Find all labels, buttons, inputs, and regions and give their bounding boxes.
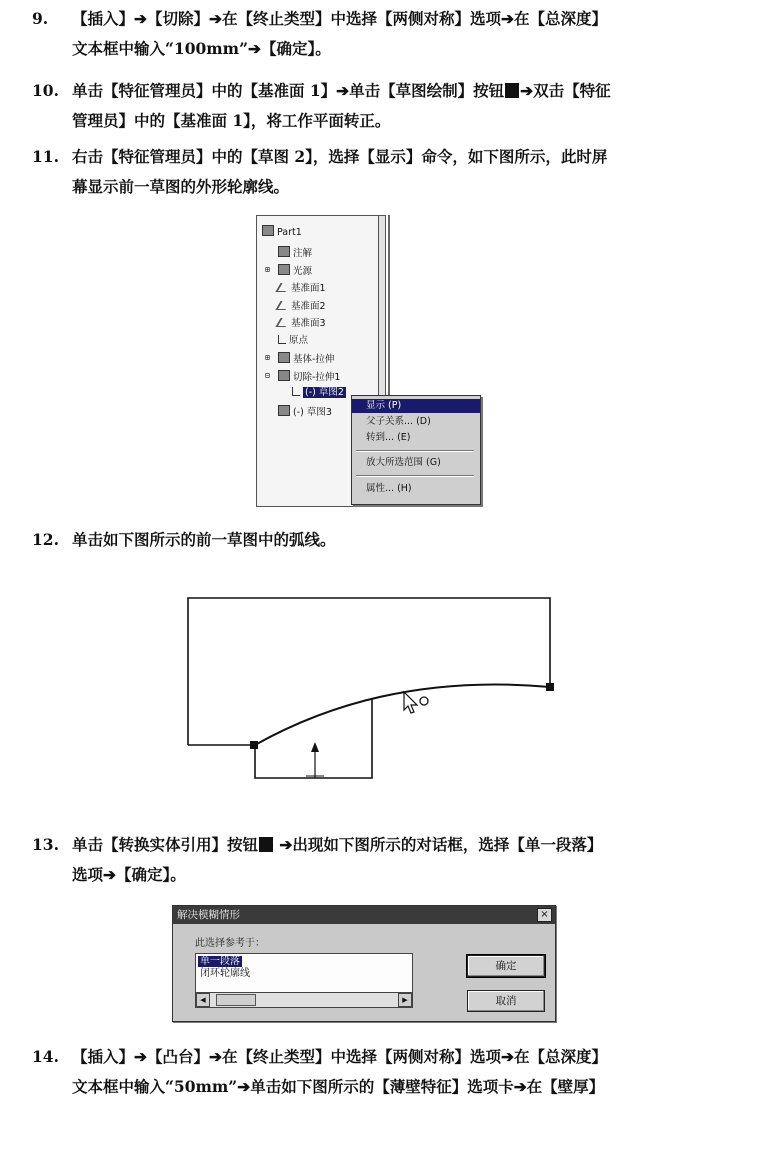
arc-curve <box>255 684 550 745</box>
collapse-icon[interactable]: ⊟ <box>265 371 270 380</box>
cut-extrude-icon <box>278 370 290 381</box>
step-number: 14. <box>32 1047 59 1066</box>
menu-item-show[interactable]: 显示 (P) <box>352 399 480 413</box>
step-text-line: 【插入】➔【凸台】➔在【终止类型】中选择【两侧对称】选项➔在【总深度】 <box>72 1047 607 1066</box>
step-text-line: 文本框中输入“100mm”➔【确定】。 <box>72 39 331 58</box>
outer-profile-line <box>188 598 550 745</box>
tree-item-annotations[interactable]: 注解 <box>278 246 312 260</box>
tree-item-part1[interactable]: Part1 <box>262 225 302 239</box>
tree-item-base-extrude[interactable]: 基体-拉伸 <box>278 352 334 366</box>
plane-icon <box>275 318 290 327</box>
menu-item-goto[interactable]: 转到... (E) <box>366 432 411 443</box>
step-number: 12. <box>32 530 59 549</box>
menu-separator <box>356 475 474 477</box>
convert-entities-button-icon <box>259 837 273 852</box>
sketch-profile-figure <box>0 580 780 820</box>
step-text-line: ➔双击【特征 <box>520 81 611 100</box>
step-14 <box>32 1042 752 1102</box>
step-number: 10. <box>32 81 59 100</box>
annotation-icon <box>278 246 290 257</box>
step-text-line: 【插入】➔【切除】➔在【终止类型】中选择【两侧对称】选项➔在【总深度】 <box>72 9 607 28</box>
option-listbox[interactable] <box>195 953 413 993</box>
origin-icon <box>278 335 286 344</box>
option-single-segment[interactable]: 单一段落 <box>200 956 240 967</box>
step-text-line: 选项➔【确定】。 <box>72 865 186 884</box>
endpoint-marker <box>250 741 258 749</box>
dialog-prompt: 此选择参考于： <box>195 938 265 949</box>
step-number: 13. <box>32 835 59 854</box>
feature-tree-figure <box>256 215 492 505</box>
extrude-icon <box>278 352 290 363</box>
dimension-arrow-icon <box>311 742 319 752</box>
close-icon[interactable]: × <box>537 908 552 922</box>
step-text-line: 单击【特征管理员】中的【基准面 1】➔单击【草图绘制】按钮 <box>72 81 505 100</box>
cancel-button[interactable]: 取消 <box>467 990 545 1012</box>
scroll-thumb[interactable] <box>216 994 256 1006</box>
step-11 <box>32 142 752 202</box>
step-text-line: 右击【特征管理员】中的【草图 2】，选择【显示】命令，如下图所示，此时屏 <box>72 147 608 166</box>
step-text-line: 单击如下图所示的前一草图中的弧线。 <box>72 530 336 549</box>
menu-item-parent-child[interactable]: 父子关系... (D) <box>366 416 431 427</box>
light-icon <box>278 264 290 275</box>
step-text-line: 文本框中输入“50mm”➔单击如下图所示的【薄壁特征】选项卡➔在【壁厚】 <box>72 1077 605 1096</box>
folder-icon <box>262 225 274 236</box>
scroll-right-icon[interactable]: ▶ <box>398 993 412 1007</box>
menu-separator <box>356 450 474 452</box>
context-menu <box>351 395 481 505</box>
tree-item-plane2[interactable]: 基准面2 <box>278 301 326 313</box>
step-12 <box>32 525 752 555</box>
dialog-title: 解决模糊情形 <box>173 906 555 924</box>
step-text-line: 管理员】中的【基准面 1】，将工作平面转正。 <box>72 111 391 130</box>
tree-item-sketch2[interactable]: (-) 草图2 <box>292 387 346 399</box>
tree-item-plane1[interactable]: 基准面1 <box>278 283 326 295</box>
resolve-ambiguity-dialog <box>172 905 556 1022</box>
tree-item-sketch3[interactable]: (-) 草图3 <box>278 405 332 419</box>
expand-icon[interactable]: ⊞ <box>265 353 270 362</box>
step-number: 9. <box>32 9 49 28</box>
ok-button[interactable]: 确定 <box>467 955 545 977</box>
step-text-line: 幕显示前一草图的外形轮廓线。 <box>72 177 290 196</box>
tree-item-lights[interactable]: 光源 <box>278 264 312 278</box>
step-text-line: ➔出现如下图所示的对话框，选择【单一段落】 <box>274 835 603 854</box>
step-13 <box>32 830 752 890</box>
plane-icon <box>275 301 290 310</box>
plane-icon <box>275 283 290 292</box>
mouse-pointer-icon <box>404 692 428 713</box>
scroll-left-icon[interactable]: ◀ <box>196 993 210 1007</box>
previous-sketch-outline <box>255 698 372 778</box>
sketch-button-icon <box>505 83 519 98</box>
menu-item-zoom-to-selection[interactable]: 放大所选范围 (G) <box>366 457 441 468</box>
step-number: 11. <box>32 147 59 166</box>
sketch-icon <box>278 405 290 416</box>
endpoint-marker <box>546 683 554 691</box>
horizontal-scrollbar[interactable] <box>195 992 413 1008</box>
tree-item-cut-extrude1[interactable]: 切除-拉伸1 <box>278 370 340 384</box>
menu-item-properties[interactable]: 属性... (H) <box>366 483 412 494</box>
step-9 <box>32 4 752 64</box>
option-closed-loop[interactable]: 闭环轮廓线 <box>200 968 250 979</box>
step-10 <box>32 76 752 136</box>
tree-item-plane3[interactable]: 基准面3 <box>278 318 326 330</box>
expand-icon[interactable]: ⊞ <box>265 265 270 274</box>
sketch-icon <box>292 387 300 396</box>
tree-item-origin[interactable]: 原点 <box>278 335 308 347</box>
step-text-line: 单击【转换实体引用】按钮 <box>72 835 259 854</box>
